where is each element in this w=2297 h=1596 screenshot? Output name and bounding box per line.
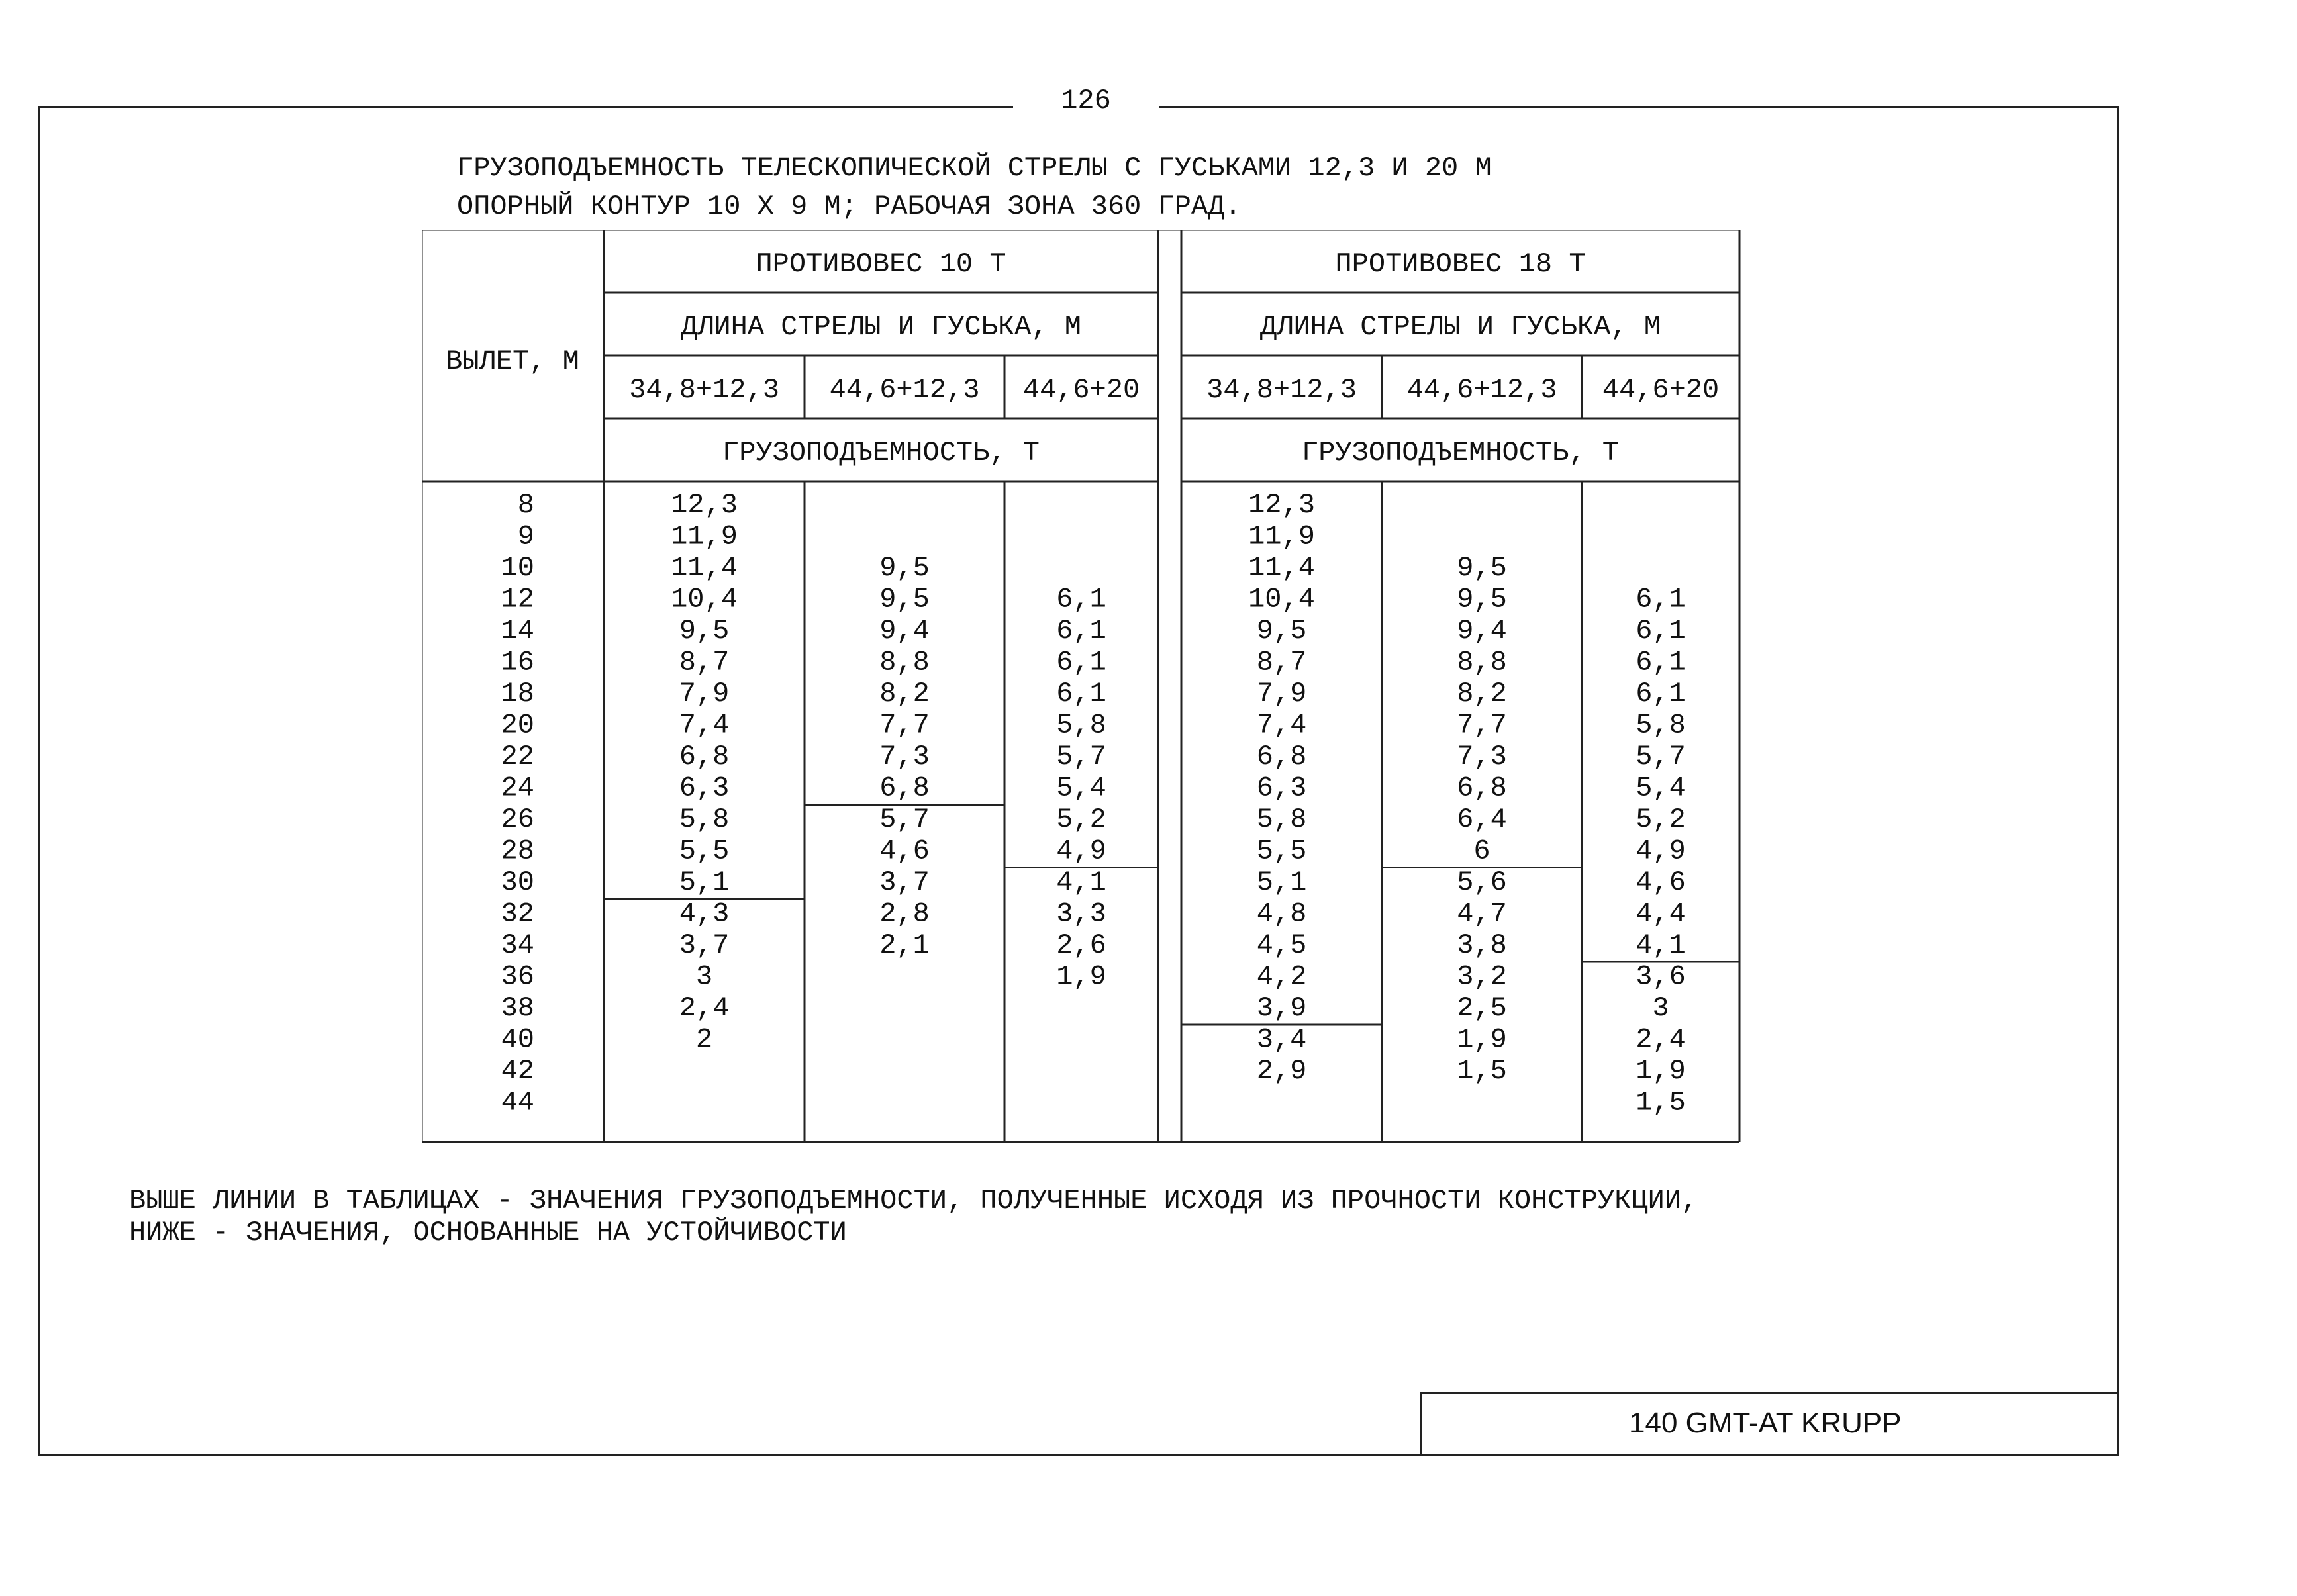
capacity-value: 7,7 [879, 709, 930, 741]
capacity-value: 1,9 [1056, 961, 1106, 993]
reach-value: 40 [501, 1023, 534, 1056]
capacity-value: 5,7 [1636, 741, 1686, 773]
boom-length-label: 44,6+12,3 [829, 374, 980, 406]
capacity-value: 5,2 [1056, 804, 1106, 835]
capacity-value: 3,4 [1256, 1023, 1307, 1056]
capacity-value: 10,4 [671, 583, 738, 616]
reach-value: 22 [501, 741, 534, 773]
capacity-value: 5,4 [1056, 772, 1106, 804]
capacity-value: 4,5 [1256, 929, 1307, 961]
capacity-value: 5,2 [1636, 804, 1686, 835]
capacity-value: 6,8 [1256, 741, 1307, 773]
capacity-value: 8,7 [1256, 646, 1307, 679]
reach-value: 24 [501, 772, 534, 804]
capacity-value: 6,8 [1457, 772, 1507, 804]
capacity-value: 3,8 [1457, 929, 1507, 961]
reach-value: 14 [501, 615, 534, 647]
capacity-value: 6,8 [679, 741, 730, 773]
capacity-value: 8,2 [1457, 678, 1507, 710]
capacity-value: 11,4 [1248, 552, 1315, 584]
capacity-value: 7,9 [1256, 678, 1307, 710]
footnote-line-2: НИЖЕ - ЗНАЧЕНИЯ, ОСНОВАННЫЕ НА УСТОЙЧИВОСТИ [129, 1217, 847, 1248]
reach-value: 36 [501, 961, 534, 993]
capacity-value: 9,5 [1256, 615, 1307, 647]
capacity-value: 5,1 [679, 867, 730, 898]
capacity-value: 3 [695, 961, 713, 993]
capacity-value: 5,8 [679, 804, 730, 835]
title-block-text: 140 GMT-AT KRUPP [1629, 1407, 1902, 1439]
capacity-value: 9,4 [1457, 615, 1507, 647]
capacity-value: 12,3 [671, 489, 738, 521]
boom-length-label: 44,6+12,3 [1406, 374, 1557, 406]
capacity-value: 3,6 [1636, 961, 1686, 993]
reach-value: 10 [501, 552, 534, 584]
capacity-value: 4,1 [1636, 929, 1686, 961]
capacity-value: 9,5 [1457, 583, 1507, 616]
capacity-value: 4,6 [879, 835, 930, 867]
capacity-value: 6 [1473, 835, 1491, 867]
reach-value: 26 [501, 804, 534, 835]
capacity-value: 3,9 [1256, 992, 1307, 1024]
footnote-line-1: ВЫШЕ ЛИНИИ В ТАБЛИЦАХ - ЗНАЧЕНИЯ ГРУЗОПОДЪЕМНОСТИ, ПОЛУЧЕННЫЕ ИСХОДЯ ИЗ ПРОЧНОСТИ КОНСТРУКЦИИ, [129, 1185, 1698, 1217]
capacity-value: 10,4 [1248, 583, 1315, 616]
capacity-value: 2,9 [1256, 1055, 1307, 1087]
reach-value: 38 [501, 992, 534, 1024]
capacity-value: 11,4 [671, 552, 738, 584]
capacity-value: 4,3 [679, 898, 730, 930]
capacity-value: 7,4 [679, 709, 730, 741]
reach-value: 44 [501, 1086, 534, 1119]
capacity-value: 3,2 [1457, 961, 1507, 993]
capacity-value: 5,8 [1636, 709, 1686, 741]
capacity-value: 6,1 [1636, 678, 1686, 710]
capacity-value: 7,7 [1457, 709, 1507, 741]
capacity-value: 9,5 [1457, 552, 1507, 584]
reach-value: 16 [501, 646, 534, 679]
title-line-1: ГРУЗОПОДЪЕМНОСТЬ ТЕЛЕСКОПИЧЕСКОЙ СТРЕЛЫ С ГУСЬКАМИ 12,3 И 20 М [457, 152, 1492, 184]
capacity-value: 5,5 [1256, 835, 1307, 867]
capacity-value: 6,4 [1457, 804, 1507, 835]
reach-value: 12 [501, 583, 534, 616]
capacity-value: 9,4 [879, 615, 930, 647]
capacity-value: 7,3 [1457, 741, 1507, 773]
capacity-value: 12,3 [1248, 489, 1315, 521]
capacity-value: 2,6 [1056, 929, 1106, 961]
capacity-value: 7,4 [1256, 709, 1307, 741]
capacity-value: 6,1 [1056, 646, 1106, 679]
capacity-value: 1,9 [1636, 1055, 1686, 1087]
reach-header: ВЫЛЕТ, М [446, 346, 579, 377]
capacity-value: 2,4 [1636, 1023, 1686, 1056]
capacity-header: ГРУЗОПОДЪЕМНОСТЬ, Т [722, 437, 1040, 469]
capacity-value: 6,8 [879, 772, 930, 804]
capacity-value: 9,5 [679, 615, 730, 647]
reach-value: 28 [501, 835, 534, 867]
document-title [457, 149, 1492, 226]
capacity-value: 9,5 [879, 552, 930, 584]
capacity-value: 7,3 [879, 741, 930, 773]
capacity-value: 1,9 [1457, 1023, 1507, 1056]
capacity-value: 4,9 [1636, 835, 1686, 867]
boom-length-label: 44,6+20 [1602, 374, 1720, 406]
capacity-value: 6,1 [1056, 615, 1106, 647]
capacity-value: 5,7 [1056, 741, 1106, 773]
capacity-value: 8,7 [679, 646, 730, 679]
capacity-value: 2,8 [879, 898, 930, 930]
capacity-header: ГРУЗОПОДЪЕМНОСТЬ, Т [1302, 437, 1619, 469]
page-number: 126 [1013, 85, 1159, 117]
capacity-value: 3,7 [879, 867, 930, 898]
capacity-value: 5,5 [679, 835, 730, 867]
reach-value: 20 [501, 709, 534, 741]
capacity-value: 8,8 [879, 646, 930, 679]
capacity-value: 3,3 [1056, 898, 1106, 930]
counterweight-header: ПРОТИВОВЕС 10 Т [756, 248, 1006, 280]
capacity-value: 6,1 [1636, 615, 1686, 647]
capacity-value: 6,1 [1636, 583, 1686, 616]
capacity-value: 4,7 [1457, 898, 1507, 930]
capacity-value: 2,1 [879, 929, 930, 961]
capacity-value: 1,5 [1457, 1055, 1507, 1087]
capacity-value: 4,8 [1256, 898, 1307, 930]
load-chart-table [422, 230, 1746, 1150]
capacity-value: 3,7 [679, 929, 730, 961]
capacity-value: 6,1 [1636, 646, 1686, 679]
footnote [129, 1185, 1698, 1248]
capacity-value: 5,7 [879, 804, 930, 835]
capacity-value: 5,6 [1457, 867, 1507, 898]
reach-value: 42 [501, 1055, 534, 1087]
reach-value: 34 [501, 929, 534, 961]
capacity-value: 7,9 [679, 678, 730, 710]
capacity-value: 2,4 [679, 992, 730, 1024]
capacity-value: 4,4 [1636, 898, 1686, 930]
reach-value: 30 [501, 867, 534, 898]
capacity-value: 2,5 [1457, 992, 1507, 1024]
capacity-value: 4,1 [1056, 867, 1106, 898]
capacity-value: 2 [695, 1023, 713, 1056]
reach-value: 32 [501, 898, 534, 930]
title-line-2: ОПОРНЫЙ КОНТУР 10 Х 9 М; РАБОЧАЯ ЗОНА 360 ГРАД. [457, 191, 1242, 222]
boom-length-label: 34,8+12,3 [629, 374, 779, 406]
counterweight-header: ПРОТИВОВЕС 18 Т [1335, 248, 1586, 280]
boom-length-label: 44,6+20 [1022, 374, 1140, 406]
reach-value: 9 [517, 520, 534, 553]
capacity-value: 3 [1652, 992, 1669, 1024]
capacity-value: 8,8 [1457, 646, 1507, 679]
length-header: ДЛИНА СТРЕЛЫ И ГУСЬКА, М [681, 311, 1081, 343]
length-header: ДЛИНА СТРЕЛЫ И ГУСЬКА, М [1260, 311, 1661, 343]
reach-value: 8 [517, 489, 534, 521]
capacity-value: 5,1 [1256, 867, 1307, 898]
capacity-value: 5,8 [1056, 709, 1106, 741]
capacity-value: 6,3 [679, 772, 730, 804]
capacity-value: 6,1 [1056, 583, 1106, 616]
capacity-value: 6,3 [1256, 772, 1307, 804]
capacity-value: 9,5 [879, 583, 930, 616]
capacity-value: 8,2 [879, 678, 930, 710]
boom-length-label: 34,8+12,3 [1206, 374, 1357, 406]
capacity-value: 11,9 [671, 520, 738, 553]
capacity-value: 4,9 [1056, 835, 1106, 867]
capacity-value: 4,6 [1636, 867, 1686, 898]
capacity-value: 1,5 [1636, 1086, 1686, 1119]
capacity-value: 5,4 [1636, 772, 1686, 804]
capacity-value: 5,8 [1256, 804, 1307, 835]
capacity-value: 4,2 [1256, 961, 1307, 993]
capacity-value: 6,1 [1056, 678, 1106, 710]
capacity-value: 11,9 [1248, 520, 1315, 553]
reach-value: 18 [501, 678, 534, 710]
